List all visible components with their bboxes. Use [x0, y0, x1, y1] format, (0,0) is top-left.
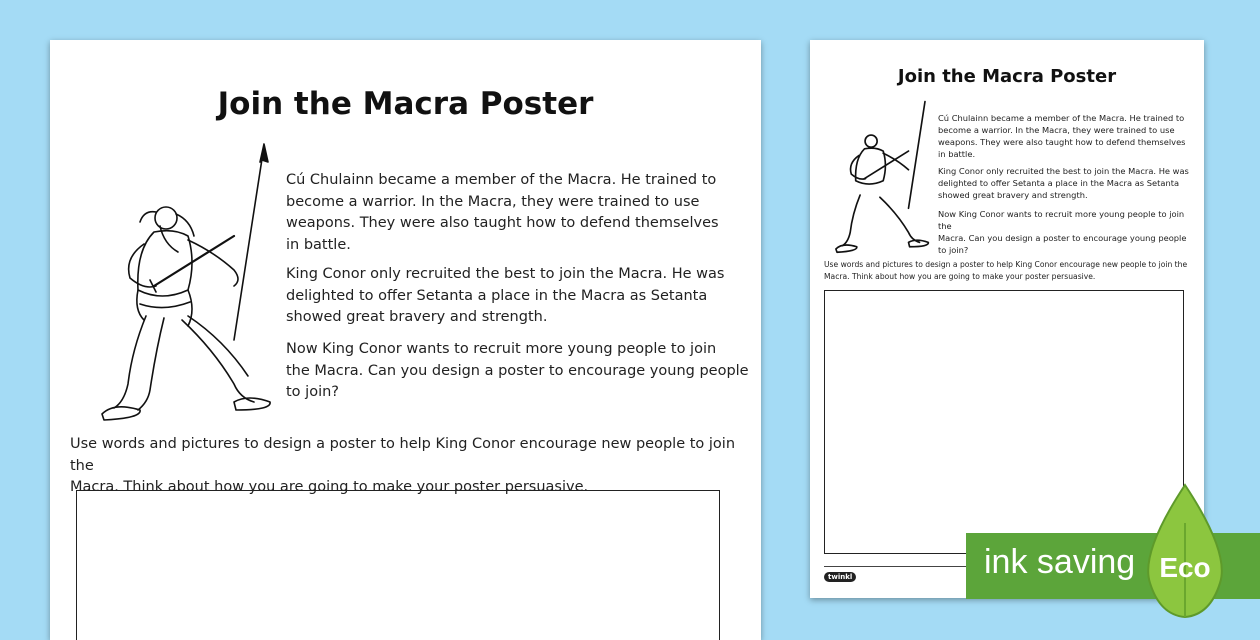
- warrior-illustration-small: [826, 98, 936, 258]
- leaf-icon: [1140, 483, 1230, 623]
- worksheet-preview-large: [50, 40, 761, 640]
- intro-paragraph-2: King Conor only recruited the best to join the Macra. He was delighted to offer Setanta a place in the Macra as Setanta showed great bravery and strength.: [286, 266, 725, 325]
- intro-paragraph-1: Cú Chulainn became a member of the Macra. He trained to become a warrior. In the Macra, they were trained to use weapons. They were also taught how to defend themselves in battle.: [286, 172, 719, 253]
- paragraph-2-small: King Conor only recruited the best to join the Macra. He was delighted to offer Setanta a place in the Macra as Setanta showed great bravery and strength.: [938, 166, 1189, 200]
- poster-drawing-box-small: [824, 290, 1184, 554]
- page-title-small: Join the Macra Poster: [897, 66, 1117, 87]
- intro-paragraph-3: Now King Conor wants to recruit more young people to join the Macra. Can you design a poster to encourage young people to join?: [286, 341, 749, 400]
- instruction-text-small: Use words and pictures to design a poster to help King Conor encourage new people to join the Macra. Think about how you are going to make your poster persuasive.: [824, 260, 1188, 281]
- warrior-illustration: [84, 140, 284, 430]
- poster-drawing-box[interactable]: [76, 490, 720, 640]
- paragraph-3-small: Now King Conor wants to recruit more young people to join the Macra. Can you design a poster to encourage young people to join?: [938, 209, 1187, 255]
- ink-saving-label: ink saving: [984, 543, 1136, 581]
- twinkl-logo: twinkl: [824, 572, 856, 582]
- page-title: Join the Macra Poster: [217, 86, 594, 122]
- eco-label: Eco: [1159, 552, 1211, 583]
- paragraph-1-small: Cú Chulainn became a member of the Macra. He trained to become a warrior. In the Macra, they were trained to use weapons. They were also taught how to defend themselves in battle.: [938, 113, 1186, 159]
- instruction-text: Use words and pictures to design a poster to help King Conor encourage new people to join the Macra. Think about how you are going to make your poster persuasive.: [70, 436, 736, 495]
